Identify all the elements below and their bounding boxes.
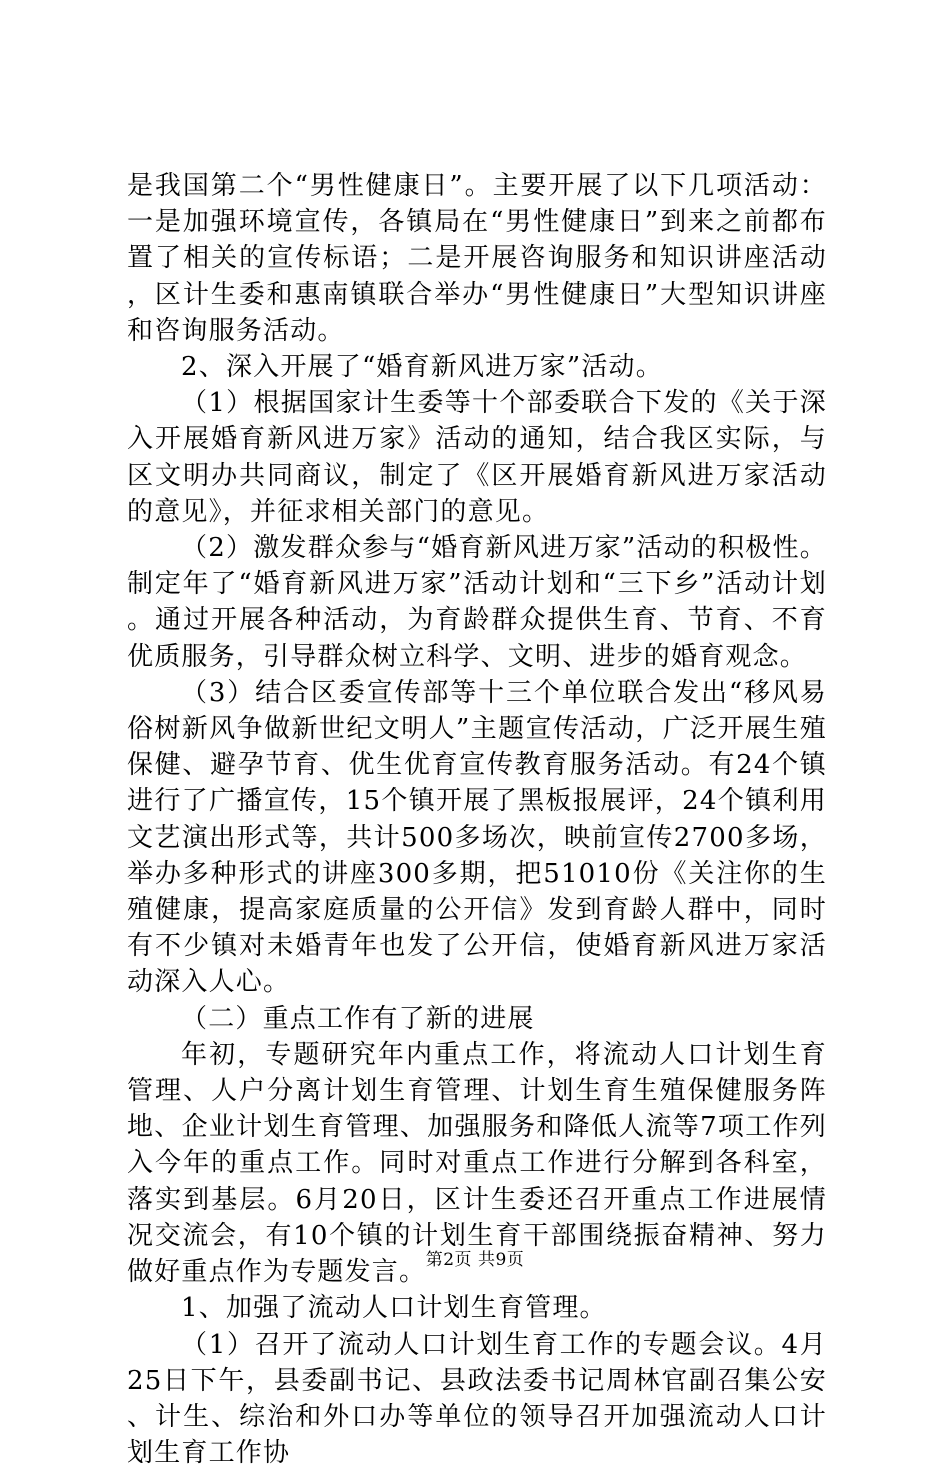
paragraph-section-key-work: （二）重点工作有了新的进展 (127, 1001, 827, 1037)
page-footer (0, 1245, 950, 1270)
page-number-label: 第2页 共9页 (426, 1250, 525, 1270)
paragraph-key-work-summary: 年初，专题研究年内重点工作，将流动人口计划生育管理、人户分离计划生育管理、计划生育生殖保健服务阵地、企业计划生育管理、加强服务和降低人流等7项工作列入今年的重点工作。同时对重点工作进行分解到各科室，落实到基层。6月20日，区计生委还召开重点工作进展情况交流会，有10个镇的计划生育干部围绕振奋精神、努力做好重点作为专题发言。 (127, 1037, 827, 1290)
paragraph-heading-floating-population: 1、加强了流动人口计划生育管理。 (127, 1290, 827, 1326)
paragraph-item-1-notice: （1）根据国家计生委等十个部委联合下发的《关于深入开展婚育新风进万家》活动的通知，结合我区实际，与区文明办共同商议，制定了《区开展婚育新风进万家活动的意见》，并征求相关部门的意见。 (127, 385, 827, 530)
paragraph-item-3-publicity: （3）结合区委宣传部等十三个单位联合发出“移风易俗树新风争做新世纪文明人”主题宣传活动，广泛开展生殖保健、避孕节育、优生优育宣传教育服务活动。有24个镇进行了广播宣传，15个镇开展了黑板报展评，24个镇利用文艺演出形式等，共计500多场次，映前宣传2700多场，举办多种形式的讲座300多期，把51010份《关注你的生殖健康，提高家庭质量的公开信》发到育龄人群中，同时有不少镇对未婚青年也发了公开信，使婚育新风进万家活动深入人心。 (127, 675, 827, 1001)
paragraph-item-2-participation: （2）激发群众参与“婚育新风进万家”活动的积极性。制定年了“婚育新风进万家”活动计划和“三下乡”活动计划。通过开展各种活动，为育龄群众提供生育、节育、不育优质服务，引导群众树立科学、文明、进步的婚育观念。 (127, 530, 827, 675)
paragraph-continued-mens-health-day: 是我国第二个“男性健康日”。主要开展了以下几项活动：一是加强环境宣传，各镇局在“男性健康日”到来之前都布置了相关的宣传标语；二是开展咨询服务和知识讲座活动，区计生委和惠南镇联合举办“男性健康日”大型知识讲座和咨询服务活动。 (127, 168, 827, 349)
document-body (127, 168, 827, 1471)
paragraph-item-1-meeting: （1）召开了流动人口计划生育工作的专题会议。4月25日下午，县委副书记、县政法委书记周林官副召集公安、计生、综治和外口办等单位的领导召开加强流动人口计划生育工作协 (127, 1327, 827, 1471)
paragraph-heading-marriage-new-style: 2、深入开展了“婚育新风进万家”活动。 (127, 349, 827, 385)
